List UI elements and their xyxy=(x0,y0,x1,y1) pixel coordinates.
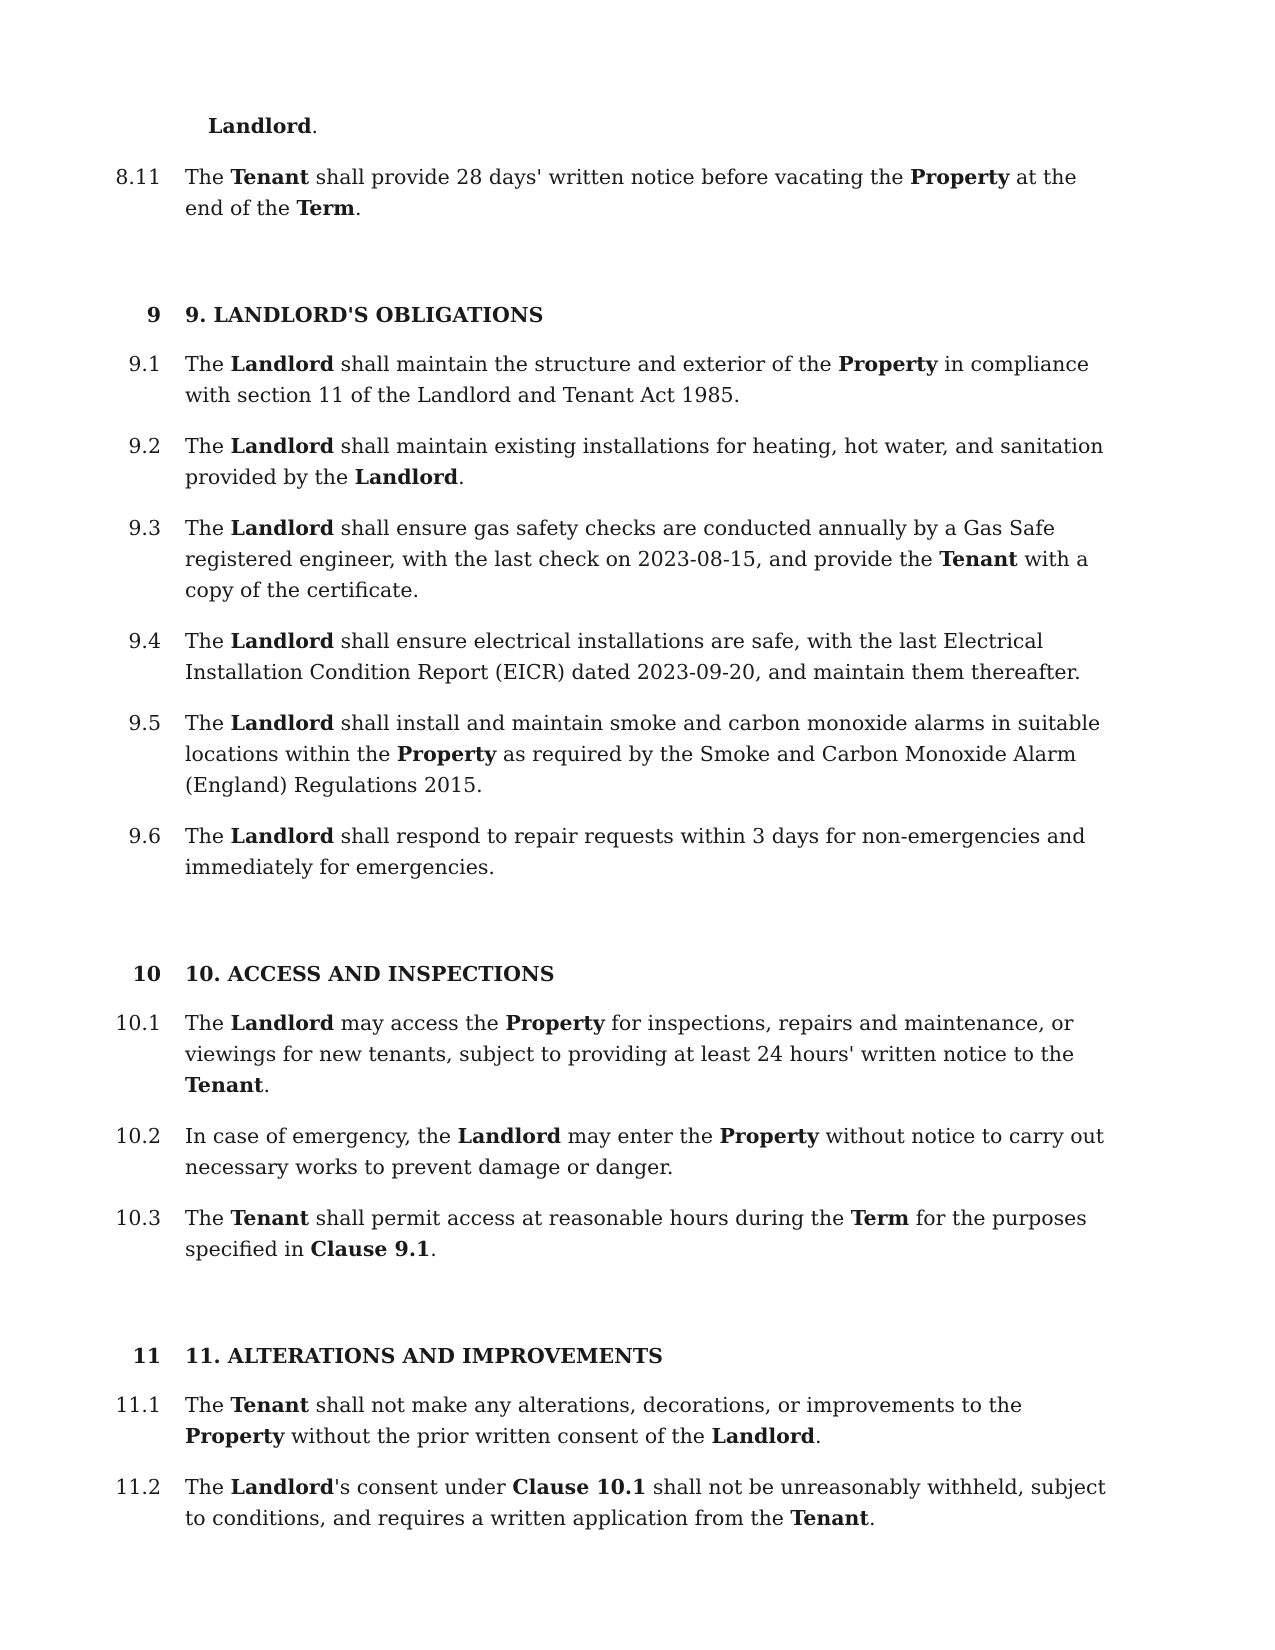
section-title: 11. ALTERATIONS AND IMPROVEMENTS xyxy=(185,1344,663,1368)
defined-term: Clause 9.1 xyxy=(310,1237,431,1261)
defined-term: Landlord xyxy=(230,516,335,540)
clause-text-run: The xyxy=(185,352,231,376)
section-s11 xyxy=(0,1285,1275,1534)
defined-term: Tenant xyxy=(185,1073,264,1097)
defined-term: Landlord xyxy=(711,1424,815,1448)
clause-text-run: for the purposes specified in xyxy=(185,1206,1087,1261)
clause-9-3 xyxy=(0,513,1275,606)
defined-term: Landlord xyxy=(230,1011,335,1035)
clause-text-run: shall permit access at reasonable hours during the xyxy=(309,1206,851,1230)
defined-term: Landlord xyxy=(230,824,335,848)
section-number: 10 xyxy=(132,962,161,986)
clause-text-run: may access the xyxy=(334,1011,506,1035)
defined-term: Property xyxy=(185,1424,285,1448)
clause-text xyxy=(185,1472,1110,1534)
section-heading xyxy=(0,1341,1275,1372)
clause-text-run: . xyxy=(354,196,362,220)
clause-text-run: shall maintain existing installations for heating, hot water, and sanitation provided by the xyxy=(185,434,1104,489)
fragment-rest: . xyxy=(311,114,319,138)
clause-text-run: in compliance with section 11 of the Landlord and Tenant Act 1985. xyxy=(185,352,1089,407)
clause-text-run: The xyxy=(185,1206,231,1230)
clause-text xyxy=(185,1008,1110,1101)
clause-number: 10.3 xyxy=(115,1206,161,1230)
clause-text-run: The xyxy=(185,434,231,458)
clause-text-run: as required by the Smoke and Carbon Monoxide Alarm (England) Regulations 2015. xyxy=(185,742,1077,797)
defined-term: Landlord xyxy=(230,629,335,653)
section-gap xyxy=(0,244,1275,300)
clause-text xyxy=(185,1390,1110,1452)
clause-number: 8.11 xyxy=(115,165,161,189)
defined-term: Tenant xyxy=(230,1206,310,1230)
clause-text-run: may enter the xyxy=(561,1124,720,1148)
clause-number: 9.4 xyxy=(128,629,161,653)
clause-text xyxy=(185,708,1110,801)
clause-number: 11.1 xyxy=(115,1393,161,1417)
defined-term: Landlord xyxy=(457,1124,562,1148)
clause-text-run: . xyxy=(814,1424,822,1448)
clause-9-2 xyxy=(0,431,1275,493)
continued-fragment xyxy=(0,111,1275,142)
defined-term: Property xyxy=(505,1011,605,1035)
defined-term: Property xyxy=(719,1124,819,1148)
section-title: 9. LANDLORD'S OBLIGATIONS xyxy=(185,303,544,327)
clause-9-6 xyxy=(0,821,1275,883)
defined-term: Property xyxy=(838,352,938,376)
section-s9 xyxy=(0,244,1275,883)
clause-text xyxy=(185,513,1110,606)
clause-9-1 xyxy=(0,349,1275,411)
clause-text-run: shall not be unreasonably withheld, subject to conditions, and requires a written application from the xyxy=(185,1475,1106,1530)
clause-text-run: at the end of the xyxy=(185,165,1077,220)
clause-text-run: . xyxy=(263,1073,271,1097)
defined-term: Property xyxy=(396,742,497,766)
section-title: 10. ACCESS AND INSPECTIONS xyxy=(185,962,555,986)
clause-text xyxy=(185,162,1110,224)
clause-number: 10.2 xyxy=(115,1124,161,1148)
clause-text-run: The xyxy=(185,165,231,189)
clause-text-run: The xyxy=(185,629,231,653)
clause-8-11 xyxy=(0,162,1275,224)
clause-text-run: shall ensure gas safety checks are conducted annually by a Gas Safe registered engineer, with the last check on 2023-08-15, and provide the xyxy=(185,516,1055,571)
clause-text-run: shall respond to repair requests within 3 days for non-emergencies and immediately for emergencies. xyxy=(185,824,1086,879)
clause-number: 10.1 xyxy=(115,1011,161,1035)
clause-11-2 xyxy=(0,1472,1275,1534)
defined-term: Tenant xyxy=(230,165,310,189)
section-s8tail xyxy=(0,162,1275,224)
clause-text-run: The xyxy=(185,516,231,540)
sections-container xyxy=(0,162,1275,1534)
clause-number: 9.1 xyxy=(128,352,161,376)
clause-text-run: shall ensure electrical installations are safe, with the last Electrical Installation Condition Report (EICR) dated 2023-09-20, and maintain them thereafter. xyxy=(185,629,1081,684)
clause-text-run: The xyxy=(185,1393,231,1417)
clause-text xyxy=(185,1203,1110,1265)
clause-text xyxy=(185,821,1110,883)
clause-9-5 xyxy=(0,708,1275,801)
clause-text xyxy=(185,349,1110,411)
defined-term: Tenant xyxy=(790,1506,869,1530)
clause-text xyxy=(185,431,1110,493)
section-heading xyxy=(0,300,1275,331)
clause-text-run: The xyxy=(185,1475,231,1499)
clause-text-run: with a copy of the certificate. xyxy=(185,547,1089,602)
clause-number: 11.2 xyxy=(115,1475,161,1499)
fragment-bold-term: Landlord xyxy=(208,114,312,138)
defined-term: Landlord xyxy=(230,352,335,376)
defined-term: Landlord xyxy=(230,434,335,458)
clause-text-run: In case of emergency, the xyxy=(185,1124,458,1148)
clause-text xyxy=(185,1121,1110,1183)
defined-term: Property xyxy=(910,165,1010,189)
defined-term: Tenant xyxy=(939,547,1018,571)
clause-9-4 xyxy=(0,626,1275,688)
defined-term: Landlord xyxy=(354,465,459,489)
section-heading xyxy=(0,959,1275,990)
clause-number: 9.3 xyxy=(128,516,161,540)
clause-10-3 xyxy=(0,1203,1275,1265)
clause-text-run: without the prior written consent of the xyxy=(284,1424,712,1448)
clause-text-run: . xyxy=(430,1237,437,1261)
defined-term: Landlord xyxy=(230,1475,335,1499)
clause-text-run: for inspections, repairs and maintenance, or viewings for new tenants, subject to providing at least 24 hours' written notice to the xyxy=(185,1011,1075,1066)
clause-text xyxy=(185,626,1110,688)
section-gap xyxy=(0,903,1275,959)
section-gap xyxy=(0,1285,1275,1341)
section-s10 xyxy=(0,903,1275,1265)
defined-term: Term xyxy=(296,196,355,220)
clause-text-run: . xyxy=(458,465,465,489)
clause-text-run: 's consent under xyxy=(334,1475,513,1499)
clause-10-2 xyxy=(0,1121,1275,1183)
section-number: 9 xyxy=(146,303,161,327)
defined-term: Term xyxy=(850,1206,910,1230)
clause-text-run: shall provide 28 days' written notice before vacating the xyxy=(309,165,911,189)
clause-text-run: The xyxy=(185,711,231,735)
clause-text-run: shall install and maintain smoke and carbon monoxide alarms in suitable locations within the xyxy=(185,711,1101,766)
clause-10-1 xyxy=(0,1008,1275,1101)
clause-number: 9.5 xyxy=(128,711,161,735)
defined-term: Landlord xyxy=(230,711,335,735)
defined-term: Tenant xyxy=(230,1393,310,1417)
clause-number: 9.2 xyxy=(128,434,161,458)
clause-text-run: The xyxy=(185,824,231,848)
clause-text-run: shall not make any alterations, decorations, or improvements to the xyxy=(309,1393,1023,1417)
clause-11-1 xyxy=(0,1390,1275,1452)
clause-text-run: . xyxy=(868,1506,876,1530)
defined-term: Clause 10.1 xyxy=(512,1475,647,1499)
clause-number: 9.6 xyxy=(128,824,161,848)
clause-text-run: without notice to carry out necessary works to prevent damage or danger. xyxy=(185,1124,1105,1179)
section-number: 11 xyxy=(132,1344,161,1368)
clause-text-run: shall maintain the structure and exterior of the xyxy=(334,352,839,376)
clause-text-run: The xyxy=(185,1011,231,1035)
